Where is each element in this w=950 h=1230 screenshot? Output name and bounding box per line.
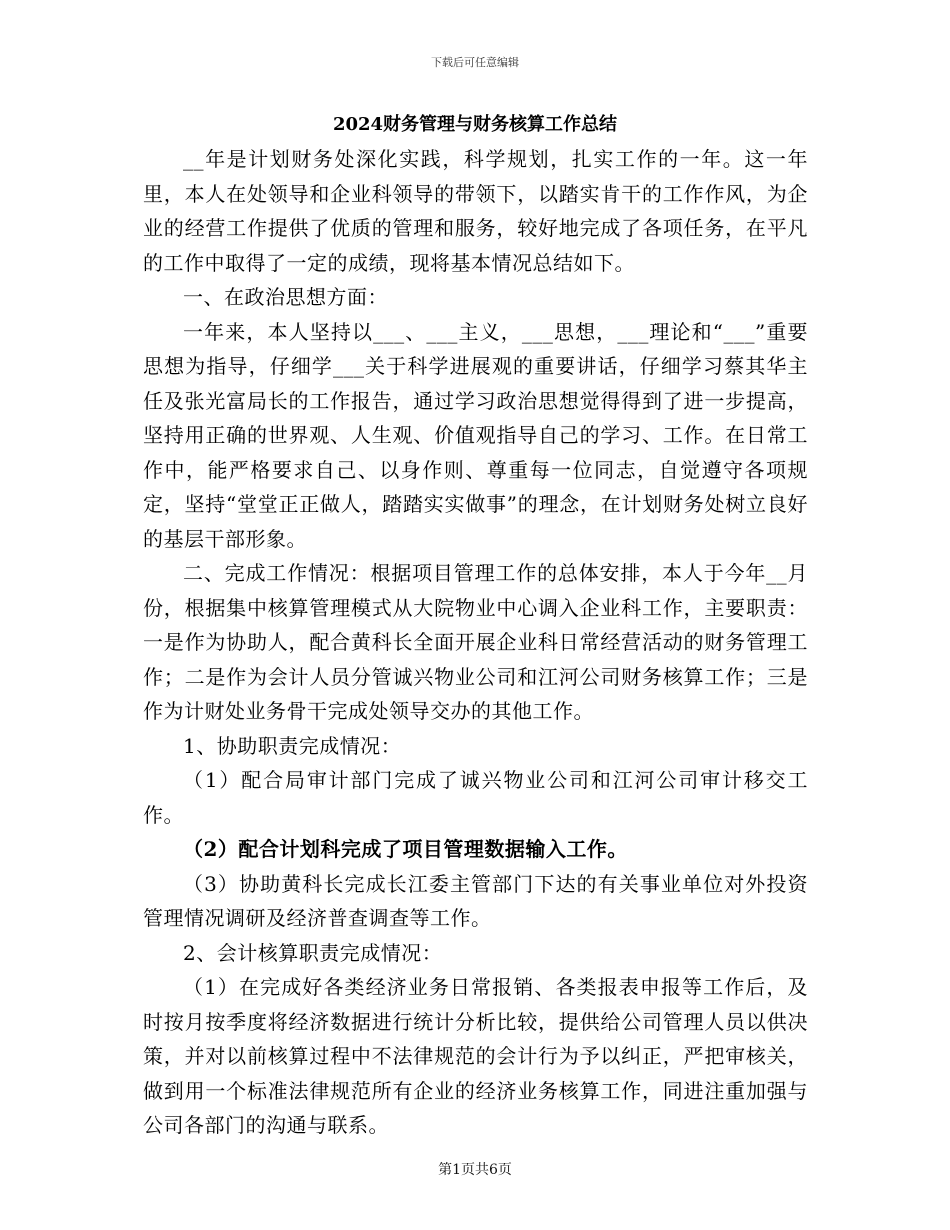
page-number: 第1页共6页 [438, 1162, 512, 1178]
list-item-assist-1: （1）配合局审计部门完成了诚兴物业公司和江河公司审计移交工作。 [143, 768, 808, 827]
document-body [143, 142, 808, 1143]
list-item-assist-3: （3）协助黄科长完成长江委主管部门下达的有关事业单位对外投资管理情况调研及经济普查调查等工作。 [143, 871, 808, 930]
subheading-assist-duties: 1、协助职责完成情况： [183, 733, 402, 758]
subheading-accounting-duties: 2、会计核算职责完成情况： [183, 940, 443, 965]
header-note: 下载后可任意编辑 [431, 56, 519, 69]
paragraph-work-status: 二、完成工作情况：根据项目管理工作的总体安排，本人于今年__月份，根据集中核算管理模式从大院物业中心调入企业科工作，主要职责：一是作为协助人，配合黄科长全面开展企业科日常经营活动的财务管理工作；二是作为会计人员分管诚兴物业公司和江河公司财务核算工作；三是作为计财处业务骨干完成处领导交办的其他工作。 [143, 561, 808, 723]
list-item-assist-2: （2）配合计划科完成了项目管理数据输入工作。 [183, 837, 628, 861]
section-heading-political: 一、在政治思想方面： [183, 285, 388, 309]
paragraph-intro: __年是计划财务处深化实践，科学规划，扎实工作的一年。这一年里，本人在处领导和企业科领导的带领下，以踏实肯干的工作作风，为企业的经营工作提供了优质的管理和服务，较好地完成了各项任务，在平凡的工作中取得了一定的成绩，现将基本情况总结如下。 [143, 147, 808, 275]
paragraph-political: 一年来，本人坚持以___、___主义，___思想，___理论和“___”重要思想为指导，仔细学___关于科学进展观的重要讲话，仔细学习蔡其华主任及张光富局长的工作报告，通过学习政治思想觉得得到了进一步提高，坚持用正确的世界观、人生观、价值观指导自己的学习、工作。在日常工作中，能严格要求自己、以身作则、尊重每一位同志，自觉遵守各项规定，坚持“堂堂正正做人，踏踏实实做事”的理念，在计划财务处树立良好的基层干部形象。 [143, 319, 808, 551]
document-title: 2024财务管理与财务核算工作总结 [332, 114, 618, 135]
list-item-accounting-1: （1）在完成好各类经济业务日常报销、各类报表申报等工作后，及时按月按季度将经济数据进行统计分析比较，提供给公司管理人员以供决策，并对以前核算过程中不法律规范的会计行为予以纠正，严把审核关，做到用一个标准法律规范所有企业的经济业务核算工作，同进注重加强与公司各部门的沟通与联系。 [143, 975, 808, 1137]
